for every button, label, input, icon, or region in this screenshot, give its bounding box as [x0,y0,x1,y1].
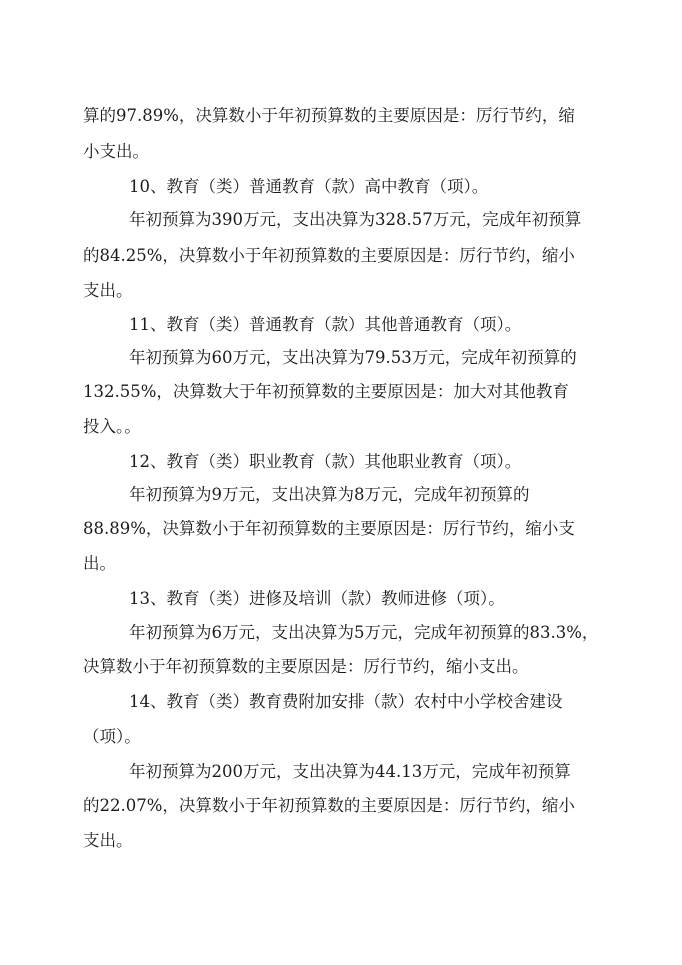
text-line: 支出。 [83,281,133,300]
section-heading: 14、教育（类）教育费附加安排（款）农村中小学校舍建设 [129,692,563,711]
text-line: 的84.25%，决算数小于年初预算数的主要原因是：厉行节约，缩小 [83,246,575,265]
text-line: 算的97.89%，决算数小于年初预算数的主要原因是：厉行节约，缩 [83,106,575,125]
text-line: 年初预算为60万元，支出决算为79.53万元，完成年初预算的 [129,348,577,367]
section-heading: 13、教育（类）进修及培训（款）教师进修（项）。 [129,589,505,608]
text-line: 88.89%，决算数小于年初预算数的主要原因是：厉行节约，缩小支 [83,519,575,538]
text-line: 的22.07%，决算数小于年初预算数的主要原因是：厉行节约，缩小 [83,796,575,815]
section-heading: 12、教育（类）职业教育（款）其他职业教育（项）。 [129,452,522,471]
text-line: （项）。 [83,727,141,746]
section-heading: 10、教育（类）普通教育（款）高中教育（项）。 [129,177,489,196]
text-line: 132.55%，决算数大于年初预算数的主要原因是：加大对其他教育 [83,382,569,401]
text-line: 支出。 [83,831,133,850]
text-line: 年初预算为6万元，支出决算为5万元，完成年初预算的83.3%， [129,623,599,642]
text-line: 年初预算为9万元，支出决算为8万元，完成年初预算的 [129,485,530,504]
section-heading: 11、教育（类）普通教育（款）其他普通教育（项）。 [129,315,522,334]
text-line: 年初预算为200万元，支出决算为44.13万元，完成年初预算 [129,762,571,781]
text-line: 决算数小于年初预算数的主要原因是：厉行节约，缩小支出。 [83,657,529,676]
text-line: 投入。。 [83,417,141,436]
text-line: 出。 [83,554,116,573]
text-line: 小支出。 [83,142,149,161]
text-line: 年初预算为390万元，支出决算为328.57万元，完成年初预算 [129,210,582,229]
